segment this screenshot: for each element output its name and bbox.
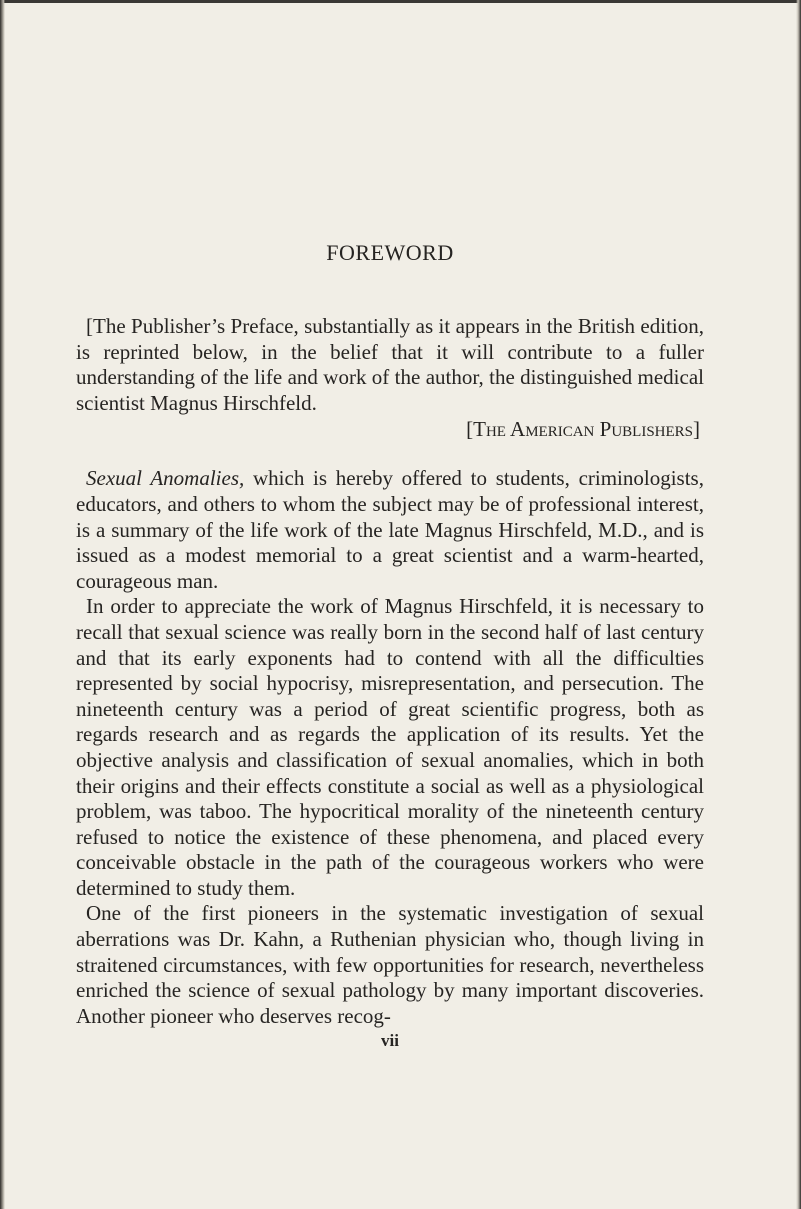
paragraph-2: In order to appreciate the work of Magnus Hirschfeld, it is necessary to recall that sexual science was really born in the second half of last century and that its early exponents had to contend with all the difficulties represented by social hypocrisy, misrepresentation, and persecution. The nineteenth century was a period of great scientific progress, both as regards research and as regards the application of its results. Yet the objective analysis and classification of sexual anomalies, which in both their origins and their effects constitute a social as well as a physiological problem, was taboo. The hypocritical morality of the nineteenth century refused to notice the existence of these phenomena, and placed every conceivable obstacle in the path of the courageous workers who were determined to study them. <box>76 594 704 900</box>
chapter-heading: FOREWORD <box>326 240 454 265</box>
paragraph-3: One of the first pioneers in the systematic investigation of sexual aberrations was Dr. Kahn, a Ruthenian physician who, though living in straitened circumstances, with few opportunities for research, nevertheless enriched the science of sexual pathology by many important discoveries. Another pioneer who deserves recog- <box>76 901 704 1028</box>
book-title-italic: Sexual Anomalies, <box>86 466 245 491</box>
signature-close-bracket: ] <box>693 417 700 442</box>
paragraph-1-text: which is hereby offered to students, criminologists, educators, and others to whom the subject may be of professional interest, is a summary of the life work of the late Magnus Hirschfeld, M.D., and is issued as a modest memorial to a great scientist and a warm-hearted, courageous man. <box>76 466 704 593</box>
page-top-edge <box>0 0 801 3</box>
publisher-signature <box>76 416 704 442</box>
publisher-note: [The Publisher’s Preface, substantially as it appears in the British edition, is reprinted below, in the belief that it will contribute to a fuller understanding of the life and work of the author, the distinguished medical scientist Magnus Hirschfeld. <box>76 314 704 415</box>
signature-name: The American Publishers <box>473 417 693 442</box>
paragraph-1 <box>76 466 704 594</box>
page-number: vii <box>381 1031 399 1051</box>
signature-open-bracket: [ <box>466 417 474 442</box>
book-page <box>76 238 704 1051</box>
page-left-edge <box>0 0 5 1209</box>
page-right-edge <box>796 0 801 1209</box>
